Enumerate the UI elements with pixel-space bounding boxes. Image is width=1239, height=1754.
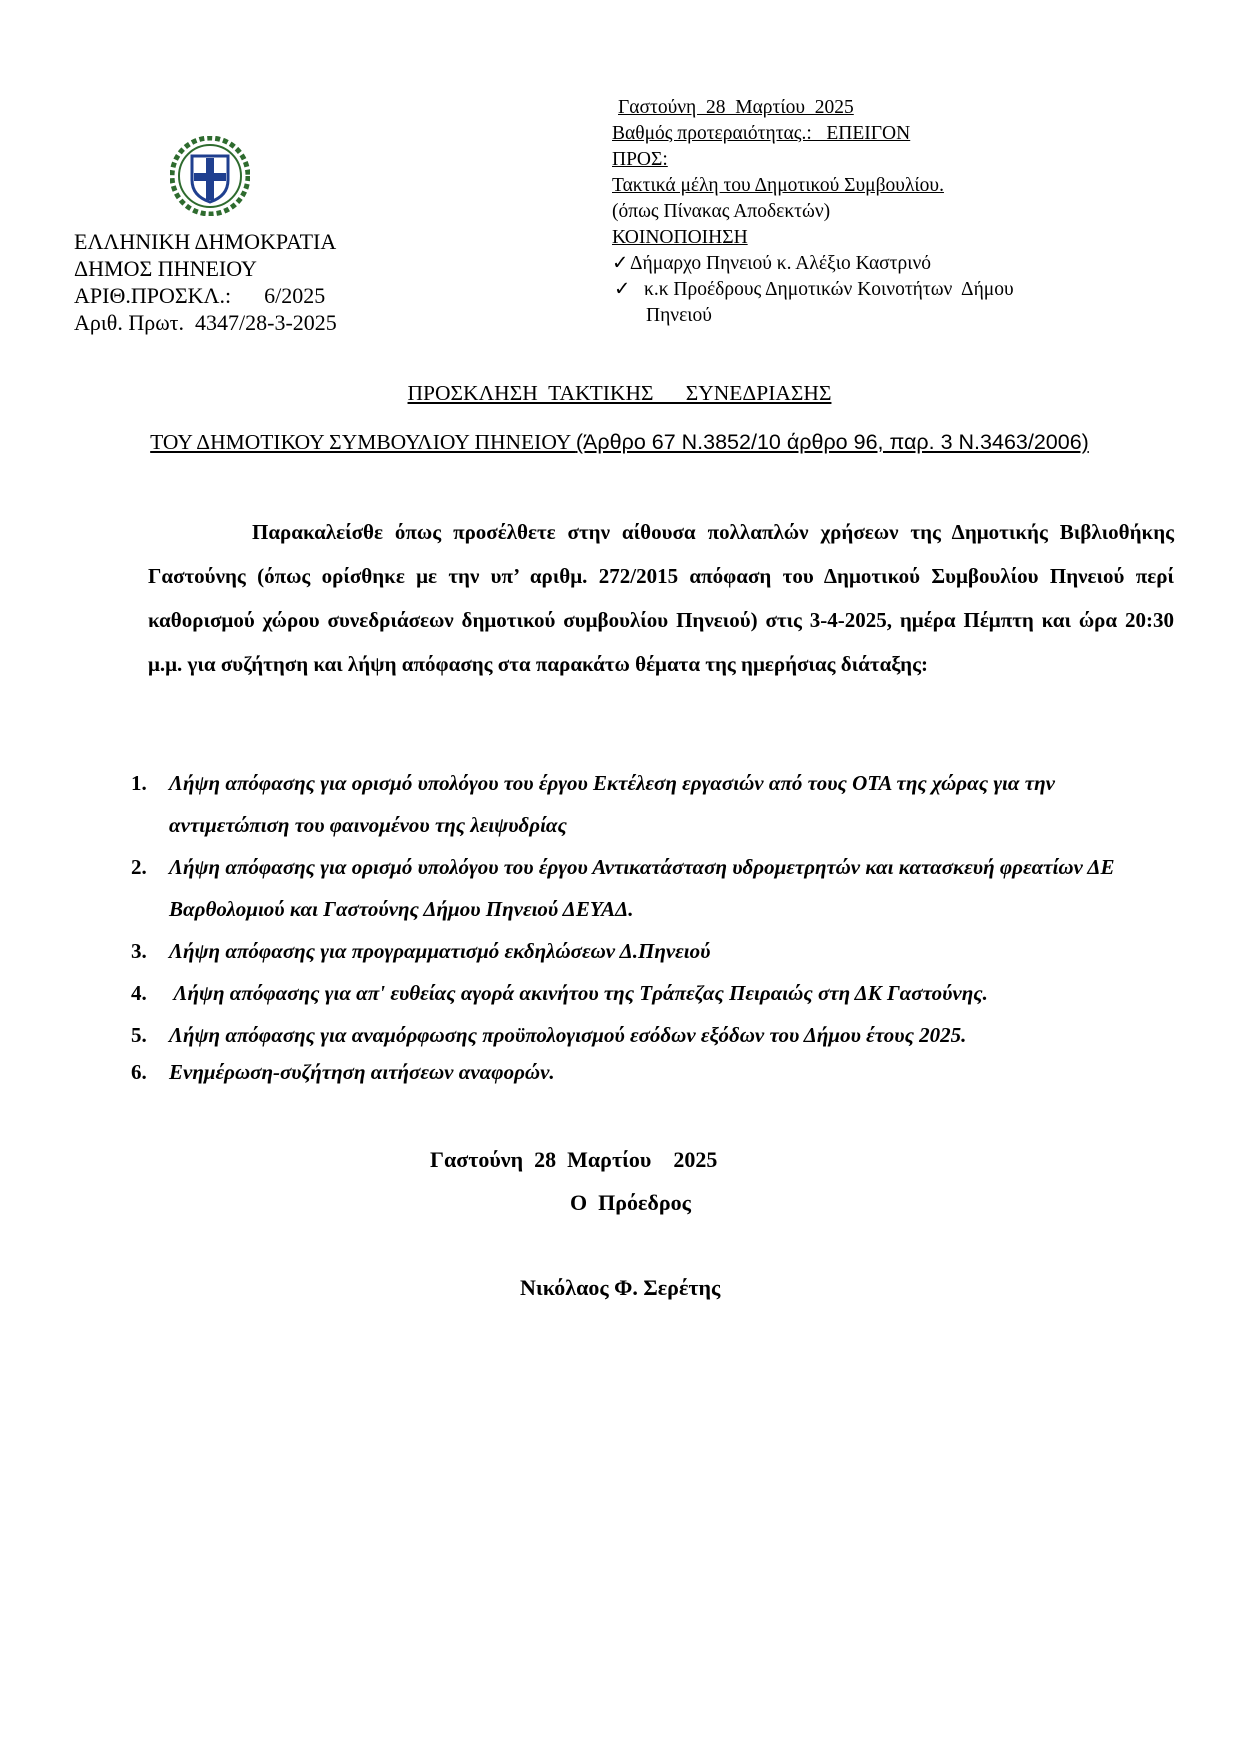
agenda-item: 6. Ενημέρωση-συζήτηση αιτήσεων αναφορών.: [131, 1060, 555, 1084]
issuer-block: [74, 228, 337, 336]
issuer-country: ΕΛΛΗΝΙΚΗ ΔΗΜΟΚΡΑΤΙΑ: [74, 229, 337, 254]
checkmark-icon: ✓: [614, 279, 631, 300]
invitation-body: Παρακαλείσθε όπως προσέλθετε στην αίθουσα πολλαπλών χρήσεων της Δημοτικής Βιβλιοθήκης Γαστούνης (όπως ορίσθηκε με την υπ’ αριθμ. 272/2015 απόφαση του Δημοτικού Συμβουλίου Πηνειού περί καθορισμού χώρου συνεδριάσεων δημοτικού συμβουλίου Πηνειού) στις 3-4-2025, ημέρα Πέμπτη και ώρα 20:30 μ.μ. για συζήτηση και λήψη απόφασης στα παρακάτω θέματα της ημερήσιας διάταξης:: [148, 520, 1174, 676]
document-subtitle: ΤΟΥ ΔΗΜΟΤΙΚΟΥ ΣΥΜΒΟΥΛΙΟΥ ΠΗΝΕΙΟΥ (Άρθρο 67 Ν.3852/10 άρθρο 96, παρ. 3 Ν.3463/2006): [150, 430, 1089, 454]
agenda-item: 3. Λήψη απόφασης για προγραμματισμό εκδηλώσεων Δ.Πηνειού: [131, 939, 711, 963]
agenda-item: 5. Λήψη απόφασης για αναμόρφωσης προϋπολογισμού εσόδων εξόδων του Δήμου έτους 2025.: [131, 1023, 967, 1047]
legal-reference: (Άρθρο 67 Ν.3852/10 άρθρο 96, παρ. 3 Ν.3463/2006): [575, 430, 1089, 454]
signature-place-date: Γαστούνη 28 Μαρτίου 2025: [430, 1147, 718, 1172]
agenda-item: 1. Λήψη απόφασης για ορισμό υπολόγου του έργου Εκτέλεση εργασιών από τους ΟΤΑ της χώρας για την αντιμετώπιση του φαινομένου της λειψυδρίας: [131, 771, 1055, 837]
checkmark-icon: ✓: [612, 253, 629, 274]
header-date: Γαστούνη 28 Μαρτίου 2025: [618, 97, 854, 118]
document-title: ΠΡΟΣΚΛΗΣΗ ΤΑΚΤΙΚΗΣ ΣΥΝΕΔΡΙΑΣΗΣ: [407, 381, 832, 405]
greek-republic-emblem: [170, 136, 250, 216]
to-note: (όπως Πίνακας Αποδεκτών): [612, 201, 831, 222]
priority-line: [612, 121, 1014, 147]
to-members: Τακτικά μέλη του Δημοτικού Συμβουλίου.: [612, 175, 944, 196]
agenda-item: 2. Λήψη απόφασης για ορισμό υπολόγου του έργου Αντικατάσταση υδρομετρητών και κατασκευή φρεατίων ΔΕ Βαρθολομιού και Γαστούνης Δήμου Πηνειού ΔΕΥΑΔ.: [131, 855, 1115, 921]
recipient-block: [612, 95, 1014, 329]
signatory-name: Νικόλαος Φ. Σερέτης: [520, 1275, 721, 1300]
cc-item: ✓Δήμαρχο Πηνειού κ. Αλέξιο Καστρινό: [612, 251, 1014, 277]
to-label: ΠΡΟΣ:: [612, 149, 668, 170]
cc-item: ✓ κ.κ Προέδρους Δημοτικών Κοινοτήτων Δήμου: [612, 277, 1014, 303]
issuer-municipality: ΔΗΜΟΣ ΠΗΝΕΙΟΥ: [74, 256, 257, 281]
priority-text: Βαθμός προτεραιότητας.: ΕΠΕΙΓΟΝ: [612, 123, 911, 144]
signature-role: Ο Πρόεδρος: [570, 1190, 691, 1215]
agenda-item: 4. Λήψη απόφασης για απ' ευθείας αγορά ακινήτου της Τράπεζας Πειραιώς στη ΔΚ Γαστούνης.: [131, 981, 988, 1005]
cc-item-continued: Πηνειού: [646, 305, 712, 326]
protocol-number: Αριθ. Πρωτ. 4347/28-3-2025: [74, 310, 337, 335]
agenda-list: [131, 762, 1176, 1090]
emblem-icon: [170, 136, 250, 216]
invitation-number: ΑΡΙΘ.ΠΡΟΣΚΛ.: 6/2025: [74, 283, 326, 308]
cc-label: ΚΟΙΝΟΠΟΙΗΣΗ: [612, 227, 748, 248]
